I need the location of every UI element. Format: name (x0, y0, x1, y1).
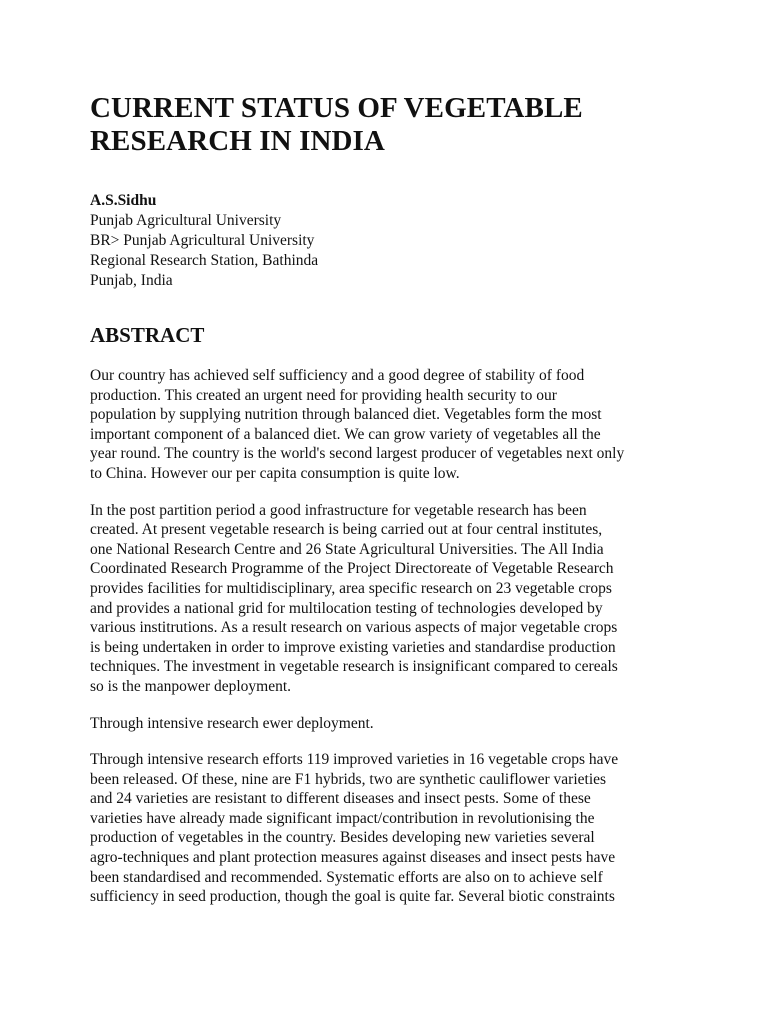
paragraph-line: agro-techniques and plant protection measures against diseases and insect pests have (90, 849, 616, 867)
paragraph-line: been released. Of these, nine are F1 hybrids, two are synthetic cauliflower varieties (90, 770, 607, 788)
abstract-heading: ABSTRACT (90, 323, 205, 347)
paragraph-line: Coordinated Research Programme of the Project Directoreate of Vegetable Research (90, 560, 614, 578)
author-name: A.S.Sidhu (90, 192, 157, 209)
paragraph-line: provides facilities for multidisciplinary, area specific research on 23 vegetable crops (90, 579, 612, 597)
paragraph-line: varieties have already made significant impact/contribution in revolutionising the (90, 809, 595, 827)
paragraph-line: created. At present vegetable research is being carried out at four central institutes, (90, 521, 603, 539)
title-line: CURRENT STATUS OF VEGETABLE (90, 92, 583, 124)
paragraph-line: and 24 varieties are resistant to different diseases and insect pests. Some of these (90, 790, 591, 808)
paragraph-line: Through intensive research ewer deployment. (90, 714, 374, 732)
paragraph (90, 714, 688, 734)
title-line: RESEARCH IN INDIA (90, 125, 385, 157)
paragraph-line: so is the manpower deployment. (90, 677, 292, 695)
paragraph-line: and provides a national grid for multilocation testing of technologies developed by (90, 599, 603, 617)
paragraph-line: is being undertaken in order to improve existing varieties and standardise production (90, 638, 616, 656)
paragraph (90, 366, 688, 484)
paragraph-line: In the post partition period a good infrastructure for vegetable research has been (90, 501, 587, 519)
paragraph-line: population by supplying nutrition through balanced diet. Vegetables form the most (90, 406, 602, 424)
paragraph-line: various institrutions. As a result research on various aspects of major vegetable crops (90, 619, 618, 637)
paragraph-line: year round. The country is the world's second largest producer of vegetables next only (90, 445, 625, 463)
paragraph (90, 501, 688, 697)
paragraph-line: sufficiency in seed production, though the goal is quite far. Several biotic constraints (90, 888, 615, 906)
affiliation-line: BR> Punjab Agricultural University (90, 232, 315, 249)
paragraph (90, 750, 688, 907)
paragraph-line: Our country has achieved self sufficiency and a good degree of stability of food (90, 367, 585, 384)
affiliation-line: Regional Research Station, Bathinda (90, 252, 319, 269)
paragraph-line: production. This created an urgent need for providing health security to our (90, 386, 557, 404)
affiliation-line: Punjab Agricultural University (90, 212, 282, 229)
paragraph-line: techniques. The investment in vegetable research is insignificant compared to cereals (90, 658, 618, 676)
author-block (90, 191, 688, 291)
document-title (90, 92, 688, 158)
paragraph-line: production of vegetables in the country. Besides developing new varieties several (90, 829, 595, 847)
paragraph-line: been standardised and recommended. Systematic efforts are also on to achieve self (90, 868, 603, 886)
paragraph-line: Through intensive research efforts 119 improved varieties in 16 vegetable crops have (90, 751, 619, 769)
paragraph-line: important component of a balanced diet. We can grow variety of vegetables all the (90, 425, 601, 443)
affiliation-line: Punjab, India (90, 272, 173, 289)
paragraph-line: to China. However our per capita consumption is quite low. (90, 464, 460, 482)
paragraph-line: one National Research Centre and 26 State Agricultural Universities. The All India (90, 540, 604, 558)
